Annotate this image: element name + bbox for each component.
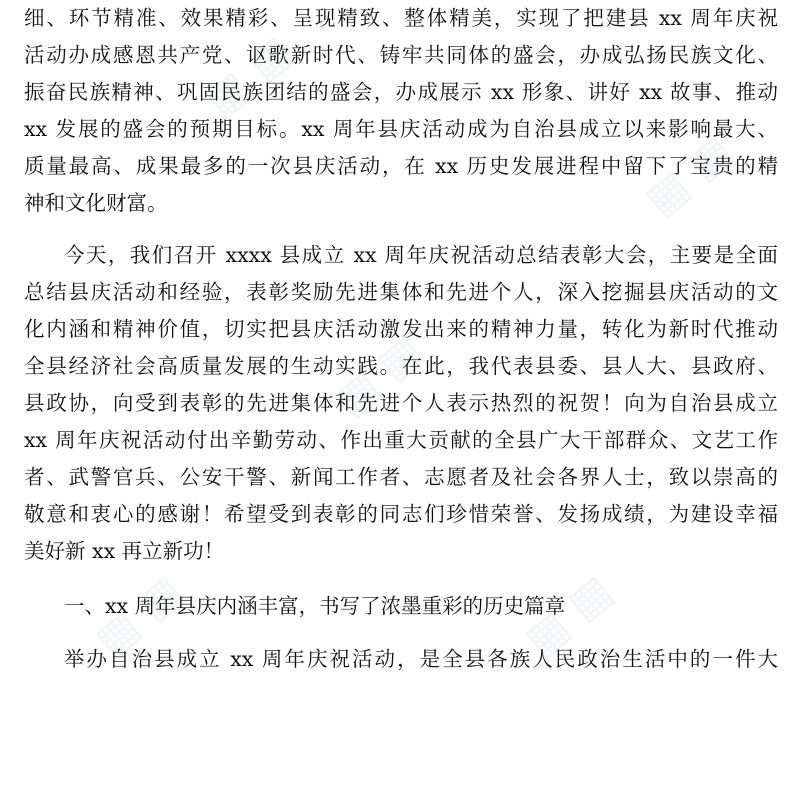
paragraph-3-line-1: 举办自治县成立 xx 周年庆祝活动，是全县各族人民政治生活中的一件大 bbox=[64, 647, 778, 671]
paragraph-1-line-4: xx 发展的盛会的预期目标。xx 周年县庆活动成为自治县成立以来影响最大、 bbox=[24, 117, 778, 141]
paragraph-2-line-8: 敬意和衷心的感谢！希望受到表彰的同志们珍惜荣誉、发扬成绩，为建设幸福 bbox=[24, 502, 778, 526]
paragraph-2-line-5: 县政协，向受到表彰的先进集体和先进个人表示热烈的祝贺！向为自治县成立 bbox=[24, 391, 778, 415]
paragraph-2-line-2: 总结县庆活动和经验，表彰奖励先进集体和先进个人，深入挖掘县庆活动的文 bbox=[24, 280, 778, 304]
paragraph-1-line-3: 振奋民族精神、巩固民族团结的盛会，办成展示 xx 形象、讲好 xx 故事、推动 bbox=[24, 80, 778, 104]
watermark: ▦ ▦ bbox=[324, 324, 433, 427]
watermark: ▦ ▦ bbox=[634, 124, 743, 227]
watermark: ▦ ▦ bbox=[84, 564, 193, 667]
paragraph-2-line-7: 者、武警官兵、公安干警、新闻工作者、志愿者及社会各界人士，致以崇高的 bbox=[24, 465, 778, 489]
paragraph-2-line-9: 美好新 xx 再立新功！ bbox=[24, 539, 225, 563]
paragraph-1-line-6: 神和文化财富。 bbox=[24, 191, 168, 215]
paragraph-1-line-2: 活动办成感恩共产党、讴歌新时代、铸牢共同体的盛会，办成弘扬民族文化、 bbox=[24, 43, 778, 67]
watermark: ▦ ▦ bbox=[514, 564, 623, 667]
paragraph-2-line-1: 今天，我们召开 xxxx 县成立 xx 周年庆祝活动总结表彰大会，主要是全面 bbox=[64, 243, 778, 267]
paragraph-1-line-5: 质量最高、成果最多的一次县庆活动，在 xx 历史发展进程中留下了宝贵的精 bbox=[24, 154, 778, 178]
paragraph-2-line-3: 化内涵和精神价值，切实把县庆活动激发出来的精神力量，转化为新时代推动 bbox=[24, 317, 778, 341]
paragraph-2-line-4: 全县经济社会高质量发展的生动实践。在此，我代表县委、县人大、县政府、 bbox=[24, 354, 778, 378]
paragraph-1-line-1: 细、环节精准、效果精彩、呈现精致、整体精美，实现了把建县 xx 周年庆祝 bbox=[24, 6, 778, 30]
watermark: ▦ ▦ bbox=[194, 24, 303, 127]
section-heading: 一、xx 周年县庆内涵丰富，书写了浓墨重彩的历史篇章 bbox=[64, 594, 566, 618]
paragraph-2-line-6: xx 周年庆祝活动付出辛勤劳动、作出重大贡献的全县广大干部群众、文艺工作 bbox=[24, 428, 778, 452]
